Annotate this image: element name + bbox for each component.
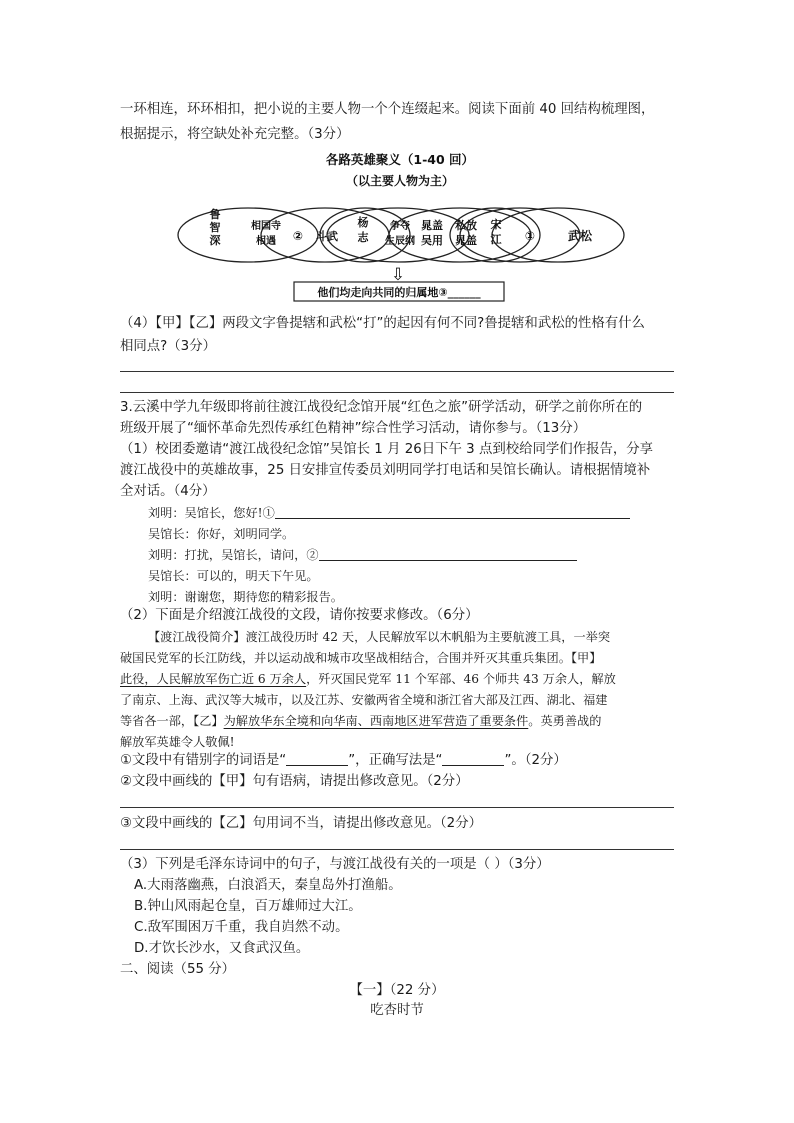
answer-rule-q4-b [120,392,674,393]
intro-line-2: 根据提示，将空缺处补充完整。（3分） [120,127,350,142]
answer-rule-sub2 [120,807,674,808]
node-lu-zhishen: 鲁智深 [209,208,221,247]
q3-line-2: 班级开展了“缅怀革命先烈传承红色精神”综合性学习活动，请你参与。（13分） [120,421,587,436]
passage-line-2: 破国民党军的长江防线，并以运动战和城市攻坚战相结合，合围并歼灭其重兵集团。【甲】 [120,651,602,665]
diagram-subtitle: （以主要人物为主） [345,174,455,188]
passage-line-3 [120,669,616,689]
node-sifang-chaogai: 私放晁盖 [455,219,477,247]
reading-title: 吃杏时节 [370,1003,424,1018]
passage-line-6: 解放军英雄令人敬佩! [120,735,235,749]
passage-line-5-start: 等省各一部，【乙】 [120,714,224,728]
q3-p1-line-1: （1）校团委邀请“渡江战役纪念馆”吴馆长 1 月 26日下午 3 点到校给同学们作报告，分享 [120,442,654,457]
conclusion-text: 他们均走向共同的归属地③______ [317,286,481,299]
oval-7 [460,208,580,262]
option-d: D.才饮长沙水，又食武汉鱼。 [134,941,310,956]
sub-question-3: ③文段中画线的【乙】句用词不当，请提出修改意见。（2分） [120,816,482,831]
q3-p2-heading: （2）下面是介绍渡江战役的文段，请你按要求修改。（6分） [120,608,479,623]
diagram-title: 各路英雄聚义（1-40 回） [325,152,475,167]
q3-p3-heading: （3）下列是毛泽东诗词中的句子，与渡江战役有关的一项是（ ）（3分） [120,857,550,872]
q3-p1-line-2: 渡江战役中的英雄故事，25 日安排宣传委员刘明同学打电话和吴馆长确认。请根据情境补 [120,463,651,478]
q3-p1-line-3: 全对话。（4分） [120,484,216,499]
down-arrow-icon: ⇩ [390,265,406,285]
option-b: B.钟山风雨起仓皇，百万雄师过大江。 [134,899,362,914]
node-wu-song: 武松 [567,229,593,243]
answer-rule-q4-a [120,371,674,372]
dialog-line-1 [148,503,630,523]
correct-word-blank[interactable] [442,751,504,766]
passage-line-5 [120,711,601,731]
node-song-jiang: 宋江 [490,218,502,246]
node-chaogai-wuyong: 晁盖吴用 [421,219,443,247]
node-xiangguosi: 相国寺相遇 [251,221,281,247]
structure-diagram [170,148,630,304]
node-blank-2: ② [292,229,304,243]
dialog-line-4: 吴馆长：可以的，明天下午见。 [148,569,319,583]
reading-part-label: 【一】（22 分） [349,983,445,998]
section-2-heading: 二、阅读（55 分） [120,962,236,977]
sub-question-1 [120,751,567,771]
dialog-line-3 [148,545,577,565]
option-c: C.敌军围困万千重，我自岿然不动。 [134,920,349,935]
answer-rule-sub3 [120,849,674,850]
q4-line-2: 相同点?（3分） [120,339,216,354]
passage-line-3-rest: ，歼灭国民党军 11 个军部、46 个师共 43 万余人，解放 [306,672,616,686]
sub1-prefix: ①文段中有错别字的词语是“ [120,753,287,768]
passage-sentence-jia: 此役，人民解放军伤亡近 6 万余人 [120,672,307,686]
node-shengchengang: 争夺生辰纲 [385,221,415,247]
passage-line-1: 【渡江战役简介】渡江战役历时 42 天，人民解放军以木帆船为主要航渡工具，一举突 [148,630,611,644]
dialog-line-2: 吴馆长：你好，刘明同学。 [148,527,295,541]
q3-line-1: 3.云溪中学九年级即将前往渡江战役纪念馆开展“红色之旅”研学活动，研学之前你所在的 [120,400,643,415]
node-douwu: 斗武 [316,230,338,243]
sub-question-2: ②文段中画线的【甲】句有语病，请提出修改意见。（2分） [120,774,469,789]
oval-8 [492,208,624,262]
option-a: A.大雨落幽燕，白浪滔天，秦皇岛外打渔船。 [134,878,402,893]
answer-blank-2[interactable] [319,546,577,561]
passage-sentence-yi: 为解放华东全境和向华南、西南地区进军营造了重要条件 [223,714,529,728]
answer-blank-1[interactable] [275,504,630,519]
sub1-middle: ”，正确写法是“ [348,753,443,768]
node-blank-1: ① [524,229,536,243]
dialog-line-3-text: 刘明：打扰，吴馆长，请问，② [148,548,319,562]
passage-line-5-end: 。英勇善战的 [528,714,602,728]
diagram-ovals [178,208,624,262]
node-yang-zhi: 杨志 [357,216,369,244]
sub1-suffix: ”。（2分） [504,753,567,768]
dialog-line-1-text: 刘明：吴馆长，您好!① [148,506,275,520]
q4-line-1: （4）【甲】【乙】两段文字鲁提辖和武松“打”的起因有何不同?鲁提辖和武松的性格有什么 [120,316,645,331]
passage-line-4: 了南京、上海、武汉等大城市，以及江苏、安徽两省全境和浙江省大部及江西、湖北、福建 [120,693,608,707]
intro-line-1: 一环相连，环环相扣，把小说的主要人物一个个连缀起来。阅读下面前 40 回结构梳理图， [120,102,655,117]
dialog-line-5: 刘明：谢谢您，期待您的精彩报告。 [148,590,343,604]
wrong-word-blank[interactable] [286,751,348,766]
